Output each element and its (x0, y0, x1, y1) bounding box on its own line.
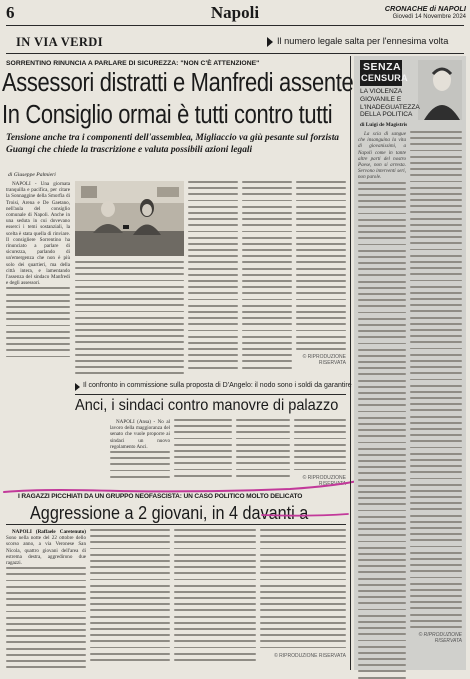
third-headline: Aggressione a 2 giovani, in 4 davanti a (30, 503, 309, 523)
author-portrait-image (418, 60, 462, 120)
header-rule (6, 25, 464, 26)
main-photo (75, 181, 184, 256)
main-col-4 (242, 181, 292, 379)
second-headline: Anci, i sindaci contro manovre di palazzo (75, 397, 339, 414)
second-article-top-rule (75, 394, 346, 395)
masthead: CRONACHE di NAPOLI (384, 4, 466, 13)
second-signature: © RIPRODUZIONE RISERVATA (302, 474, 346, 487)
sidebar-logo-line-2: CENSURA (361, 73, 408, 83)
issue-date: Giovedì 14 Novembre 2024 (392, 14, 466, 20)
sidebar-signature: © RIPRODUZIONE RISERVATA (418, 632, 462, 645)
kicker-arrow-icon (267, 37, 273, 47)
third-col-4 (260, 529, 346, 669)
main-col-1 (6, 181, 70, 392)
kicker-label: IN VIA VERDI (16, 35, 104, 49)
sidebar-lead: La scia di sangue che insanguina la vita di giovanissimi, a Napoli come in tante altre parti del nostro Paese, non si arresta. Servono interventi seri, non parole. (358, 131, 406, 181)
kicker-bar (6, 37, 464, 49)
photo-caption (75, 382, 352, 392)
second-lead: NAPOLI (Ansa) - No al lavoro della maggioranza del senato che vuole proporre ai sindaci un nuovo regolamento Anci. (110, 419, 170, 450)
third-col-2 (90, 529, 170, 669)
main-headline-2: In Consiglio ormai è tutti contro tutti (2, 101, 333, 129)
third-col-1 (6, 529, 86, 669)
page-header (0, 0, 470, 24)
main-col-2 (75, 261, 184, 379)
third-lead (6, 529, 86, 566)
sidebar-col-1 (358, 131, 406, 666)
section-name: Napoli (210, 3, 260, 22)
third-byline: NAPOLI (Raffaele Caretenuto) (12, 529, 86, 535)
sidebar-author: di Luigi de Magistris (360, 122, 408, 128)
main-overline: SORRENTINO RINUNCIA A PARLARE DI SICUREZZA: "NON C'È ATTENZIONE" (6, 60, 260, 67)
main-col-5 (296, 181, 346, 379)
council-photo-image (75, 181, 184, 256)
third-signature: © RIPRODUZIONE RISERVATA (274, 652, 346, 659)
main-byline: di Giuseppe Palmieri (8, 172, 56, 178)
third-lead-text: Sono nella notte del 22 ottobre dello scorso anno, a via Veronese San Nicola, quattro giovani dell'area di estrema destra, aggredirono due ragazzi. (6, 535, 86, 567)
sidebar-divider (350, 56, 351, 670)
caption-arrow-icon (75, 383, 80, 391)
main-headline-1: Assessori distratti e Manfredi assente (2, 69, 354, 97)
main-subtitle: Tensione anche tra i componenti dell'assemblea, Migliaccio va giù pesante sul forzista Guangi che chiede la trascrizione e valuta possibili azioni legali (6, 133, 339, 155)
sidebar-portrait (418, 60, 462, 120)
caption-text: Il confronto in commissione sulla proposta di D'Angelo: il nodo sono i soldi da garantire (83, 382, 352, 389)
page-number: 6 (6, 3, 15, 22)
sidebar-logo-line-1: SENZA (363, 61, 402, 73)
main-col-1-text: NAPOLI - Una giornata tranquilla e pacifica, per citare la Sonnaggine della Smorfia di Troisi, Arena e De Gaetano, nell'aula del consiglio comunale di Napoli. Anche in una seduta in cui dovevano esserci i temi sostanziali, la scelta è stata quella di rinviare. Il consigliere Sorrentino ha rinunciato a parlare di sicurezza, parlando di un'emergenza che non è più solo dei quartieri, ma della città intera, e lamentando l'assenza del sindaco Manfredi e degli assessori. (6, 181, 70, 287)
main-signature: © RIPRODUZIONE RISERVATA (302, 354, 346, 367)
kicker-rule (6, 53, 464, 54)
kicker-teaser: Il numero legale salta per l'ennesima volta (277, 36, 449, 46)
sidebar-col-2 (410, 131, 462, 666)
third-overline: I RAGAZZI PICCHIATI DA UN GRUPPO NEOFASCISTA: UN CASO POLITICO MOLTO DELICATO (18, 493, 303, 500)
main-col-3 (188, 181, 238, 379)
third-col-3 (174, 529, 256, 669)
sidebar-logo (360, 60, 408, 86)
sidebar-title: LA VIOLENZA GIOVANILE E L'INADEGUATEZZA DELLA POLITICA (360, 88, 420, 119)
